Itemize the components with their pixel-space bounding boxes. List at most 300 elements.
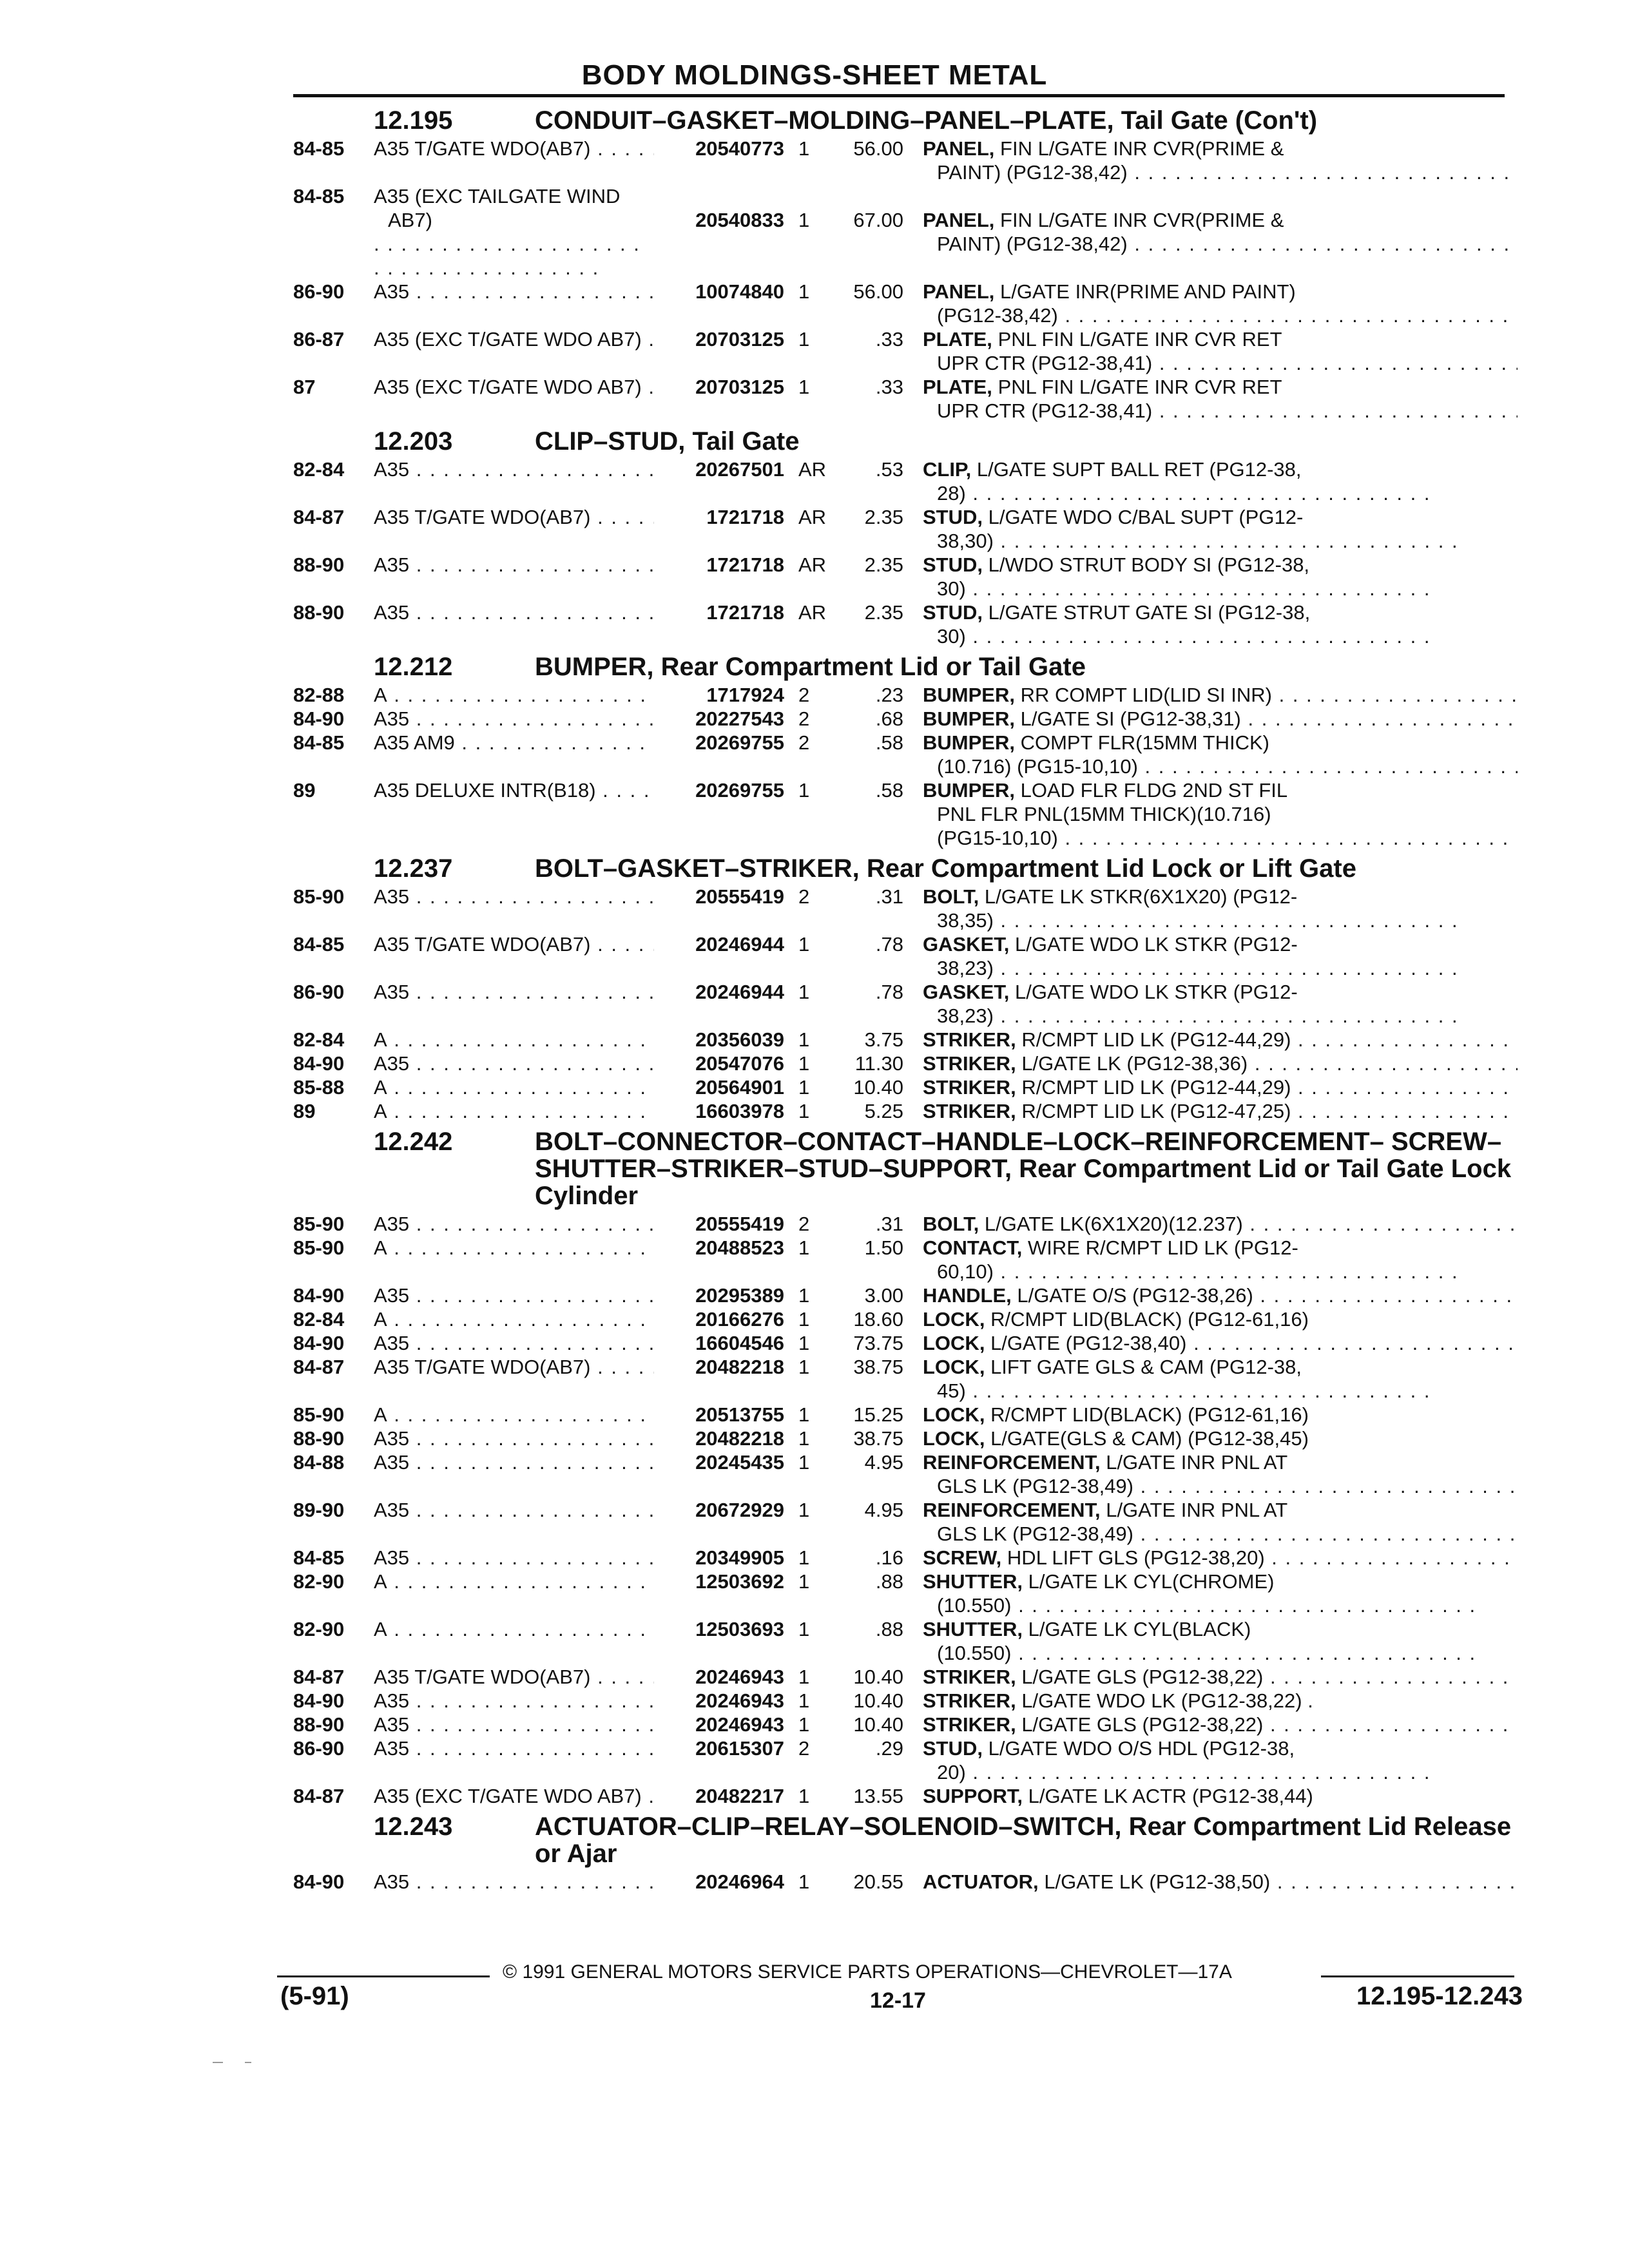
description <box>923 208 1518 256</box>
application-text: A35 <box>374 1499 410 1521</box>
application <box>374 1307 654 1331</box>
description-continuation: UPR CTR (PG12-38,41) . . . <box>923 351 1518 375</box>
part-name: SHUTTER, <box>923 1570 1023 1593</box>
part-number: 20703125 <box>695 328 784 351</box>
part-row <box>293 980 1518 1028</box>
description-continuation: 30) . . . <box>923 624 1518 648</box>
description-continuation: 30) . . . <box>923 577 1518 601</box>
quantity: 1 <box>798 376 810 398</box>
section-heading <box>293 107 1518 134</box>
part-row <box>293 1665 1518 1689</box>
quantity: 1 <box>798 1284 810 1307</box>
price: 67.00 <box>853 209 903 231</box>
description-line <box>923 1236 1518 1260</box>
application <box>374 1870 654 1894</box>
part-detail: L/GATE LK(6X1X20)(12.237) <box>984 1213 1243 1235</box>
price: 38.75 <box>853 1427 903 1450</box>
description <box>923 1028 1518 1052</box>
section-number: 12.212 <box>374 653 453 681</box>
description-line <box>923 778 1518 802</box>
part-detail: PNL FIN L/GATE INR CVR RET <box>998 328 1282 351</box>
description-line <box>923 1784 1518 1808</box>
description-line <box>923 1450 1518 1474</box>
part-number: 20269755 <box>695 731 784 754</box>
application <box>374 184 654 280</box>
part-detail: COMPT FLR(15MM THICK) <box>1020 731 1269 754</box>
description-line <box>923 505 1518 529</box>
application-text: A35 <box>374 458 410 481</box>
description-continuation: (PG15-10,10) . . . <box>923 826 1518 850</box>
quantity: 1 <box>798 1028 810 1051</box>
part-row <box>293 1617 1518 1665</box>
price: 10.40 <box>853 1076 903 1099</box>
description-line <box>923 1689 1518 1713</box>
quantity: 1 <box>798 1785 810 1807</box>
part-number: 20555419 <box>695 1213 784 1235</box>
model-years: 82-90 <box>293 1618 345 1640</box>
part-name: PLATE, <box>923 328 992 351</box>
price: .53 <box>875 458 903 481</box>
quantity: AR <box>798 506 827 528</box>
part-row <box>293 932 1518 980</box>
description <box>923 375 1518 423</box>
part-row <box>293 505 1518 553</box>
application-text: A <box>374 684 387 706</box>
application-text: A35 AM9 <box>374 731 455 754</box>
application-text: A35 <box>374 1689 410 1712</box>
section-number: 12.203 <box>374 427 453 456</box>
application-text: A <box>374 1076 387 1099</box>
part-number: 20513755 <box>695 1403 784 1426</box>
quantity: 1 <box>798 1052 810 1075</box>
part-name: ACTUATOR, <box>923 1870 1039 1893</box>
price: 4.95 <box>864 1499 903 1521</box>
description <box>923 1713 1518 1736</box>
model-years: 89 <box>293 1100 316 1122</box>
description <box>923 1689 1518 1713</box>
model-years: 86-90 <box>293 981 345 1003</box>
description-continuation: 38,30) . . . <box>923 529 1518 553</box>
application <box>374 1283 654 1307</box>
part-detail: R/CMPT LID(BLACK) (PG12-61,16) <box>990 1308 1309 1331</box>
part-detail: FIN L/GATE INR CVR(PRIME & <box>1000 137 1284 160</box>
application <box>374 280 654 303</box>
section-title: BUMPER, Rear Compartment Lid or Tail Gate <box>535 653 1086 681</box>
application-text: A35 <box>374 1052 410 1075</box>
part-detail: FIN L/GATE INR CVR(PRIME & <box>1000 209 1284 231</box>
part-detail: L/GATE (PG12-38,40) <box>990 1332 1187 1354</box>
part-name: PANEL, <box>923 280 995 303</box>
price: 2.35 <box>864 553 903 576</box>
part-row <box>293 1736 1518 1784</box>
part-name: LOCK, <box>923 1427 985 1450</box>
price: .68 <box>875 707 903 730</box>
part-detail: HDL LIFT GLS (PG12-38,20) <box>1007 1546 1265 1569</box>
quantity: 2 <box>798 707 810 730</box>
application <box>374 505 654 529</box>
description-line <box>923 280 1518 303</box>
description <box>923 1283 1518 1307</box>
price: .88 <box>875 1570 903 1593</box>
description-line <box>923 601 1518 624</box>
application <box>374 1236 654 1260</box>
application-text: A35 <box>374 1870 410 1893</box>
description-continuation: (10.716) (PG15-10,10) . . . <box>923 754 1518 778</box>
application-text: A <box>374 1236 387 1259</box>
description-continuation: (10.550) . . . <box>923 1593 1518 1617</box>
price: 2.35 <box>864 601 903 624</box>
footer-section-range: 12.195-12.243 <box>1356 1982 1523 2010</box>
part-number: 20672929 <box>695 1499 784 1521</box>
description <box>923 1099 1518 1123</box>
application <box>374 778 654 802</box>
model-years: 84-85 <box>293 1546 345 1569</box>
description <box>923 505 1518 553</box>
section-heading <box>293 653 1518 680</box>
description-line <box>923 457 1518 481</box>
application <box>374 1075 654 1099</box>
part-name: STRIKER, <box>923 1052 1016 1075</box>
quantity: 1 <box>798 1332 810 1354</box>
part-number: 20356039 <box>695 1028 784 1051</box>
model-years: 84-87 <box>293 1666 345 1688</box>
section-number: 12.195 <box>374 106 453 135</box>
part-detail: R/CMPT LID LK (PG12-47,25) <box>1021 1100 1291 1122</box>
part-detail: L/GATE LK (PG12-38,36) <box>1021 1052 1248 1075</box>
application-text: A35 <box>374 1213 410 1235</box>
section-title: BOLT–GASKET–STRIKER, Rear Compartment Lid Lock or Lift Gate <box>535 854 1356 883</box>
quantity: 1 <box>798 1100 810 1122</box>
description <box>923 778 1518 850</box>
application <box>374 1617 654 1641</box>
price: .23 <box>875 684 903 706</box>
model-years: 82-84 <box>293 1308 345 1331</box>
header-rule <box>293 94 1505 97</box>
description-continuation: (10.550) . . . <box>923 1641 1518 1665</box>
application-line: A35 (EXC TAILGATE WIND <box>374 185 621 207</box>
description <box>923 280 1518 327</box>
part-row <box>293 280 1518 327</box>
part-row <box>293 1450 1518 1498</box>
model-years: 82-84 <box>293 1028 345 1051</box>
part-name: LOCK, <box>923 1308 985 1331</box>
part-number: 20246944 <box>695 933 784 956</box>
part-row <box>293 375 1518 423</box>
model-years: 84-90 <box>293 1284 345 1307</box>
application-text: A35 (EXC T/GATE WDO AB7) <box>374 328 642 351</box>
part-name: BUMPER, <box>923 707 1015 730</box>
part-number: 1717924 <box>706 684 784 706</box>
application <box>374 932 654 956</box>
application <box>374 1028 654 1052</box>
application <box>374 1355 654 1379</box>
description-line <box>923 137 1518 160</box>
part-name: STRIKER, <box>923 1666 1016 1688</box>
description-continuation: PAINT) (PG12-38,42) . . . <box>923 232 1518 256</box>
application-line: AB7) <box>388 209 432 231</box>
description-line <box>923 553 1518 577</box>
part-detail: L/GATE O/S (PG12-38,26) <box>1017 1284 1253 1307</box>
description <box>923 1355 1518 1403</box>
part-number: 20564901 <box>695 1076 784 1099</box>
application-text: A35 (EXC T/GATE WDO AB7) <box>374 1785 642 1807</box>
description-continuation: UPR CTR (PG12-38,41) . . . <box>923 399 1518 423</box>
part-detail: L/GATE WDO O/S HDL (PG12-38, <box>988 1737 1295 1760</box>
description <box>923 553 1518 601</box>
application-text: A35 <box>374 601 410 624</box>
part-number: 20482218 <box>695 1356 784 1378</box>
description-continuation: (PG12-38,42) . . . <box>923 303 1518 327</box>
application-text: A35 T/GATE WDO(AB7) <box>374 1666 591 1688</box>
price: .58 <box>875 731 903 754</box>
model-years: 85-90 <box>293 1403 345 1426</box>
part-name: SHUTTER, <box>923 1618 1023 1640</box>
application <box>374 1713 654 1736</box>
model-years: 88-90 <box>293 601 345 624</box>
part-detail: L/WDO STRUT BODY SI (PG12-38, <box>988 553 1310 576</box>
part-number: 16604546 <box>695 1332 784 1354</box>
application <box>374 1212 654 1236</box>
part-row <box>293 1713 1518 1736</box>
description <box>923 885 1518 932</box>
application-text: A35 <box>374 1427 410 1450</box>
description <box>923 1784 1518 1808</box>
part-name: BUMPER, <box>923 684 1015 706</box>
part-name: PANEL, <box>923 137 995 160</box>
model-years: 82-88 <box>293 684 345 706</box>
part-row <box>293 1403 1518 1427</box>
part-detail: L/GATE STRUT GATE SI (PG12-38, <box>988 601 1311 624</box>
part-detail: L/GATE SUPT BALL RET (PG12-38, <box>976 458 1302 481</box>
application <box>374 1546 654 1570</box>
section-title: ACTUATOR–CLIP–RELAY–SOLENOID–SWITCH, Rear Compartment Lid Release or Ajar <box>535 1812 1512 1868</box>
description-continuation: 45) . . . <box>923 1379 1518 1403</box>
description-line <box>923 1617 1518 1641</box>
part-row <box>293 553 1518 601</box>
quantity: 1 <box>798 1499 810 1521</box>
description <box>923 1236 1518 1283</box>
quantity: 1 <box>798 1236 810 1259</box>
model-years: 85-90 <box>293 885 345 908</box>
description <box>923 1870 1518 1894</box>
application-text: A <box>374 1028 387 1051</box>
part-number: 20482218 <box>695 1427 784 1450</box>
description <box>923 457 1518 505</box>
part-number: 20703125 <box>695 376 784 398</box>
part-name: STRIKER, <box>923 1076 1016 1099</box>
part-name: STUD, <box>923 601 983 624</box>
description <box>923 1546 1518 1570</box>
application <box>374 1498 654 1522</box>
application-text: A35 T/GATE WDO(AB7) <box>374 506 591 528</box>
application-text: A35 T/GATE WDO(AB7) <box>374 1356 591 1378</box>
description <box>923 1331 1518 1355</box>
price: 20.55 <box>853 1870 903 1893</box>
description-line <box>923 731 1518 754</box>
application <box>374 1427 654 1450</box>
part-number: 12503693 <box>695 1618 784 1640</box>
quantity: 1 <box>798 1451 810 1474</box>
model-years: 89-90 <box>293 1499 345 1521</box>
description <box>923 1427 1518 1450</box>
model-years: 86-87 <box>293 328 345 351</box>
application-text: A35 <box>374 981 410 1003</box>
price: .88 <box>875 1618 903 1640</box>
model-years: 84-90 <box>293 1689 345 1712</box>
model-years: 84-87 <box>293 1785 345 1807</box>
part-name: LOCK, <box>923 1403 985 1426</box>
quantity: 1 <box>798 981 810 1003</box>
part-detail: L/GATE(GLS & CAM) (PG12-38,45) <box>990 1427 1309 1450</box>
price: 15.25 <box>853 1403 903 1426</box>
application <box>374 327 654 351</box>
part-detail: RR COMPT LID(LID SI INR) <box>1020 684 1272 706</box>
application-text: A35 <box>374 1713 410 1736</box>
part-name: STRIKER, <box>923 1100 1016 1122</box>
part-name: REINFORCEMENT, <box>923 1499 1101 1521</box>
price: 3.00 <box>864 1284 903 1307</box>
description <box>923 707 1518 731</box>
model-years: 85-90 <box>293 1213 345 1235</box>
description <box>923 1570 1518 1617</box>
part-number: 20246964 <box>695 1870 784 1893</box>
part-detail: LOAD FLR FLDG 2ND ST FIL <box>1020 779 1288 802</box>
application-text: A <box>374 1100 387 1122</box>
application-text: A <box>374 1618 387 1640</box>
price: 1.50 <box>864 1236 903 1259</box>
description-line <box>923 1403 1518 1427</box>
part-detail: L/GATE LK CYL(CHROME) <box>1028 1570 1275 1593</box>
application-text: A35 <box>374 553 410 576</box>
part-number: 1721718 <box>706 553 784 576</box>
quantity: 1 <box>798 137 810 160</box>
part-number: 12503692 <box>695 1570 784 1593</box>
description <box>923 1212 1518 1236</box>
model-years: 84-85 <box>293 933 345 956</box>
part-number: 20246943 <box>695 1689 784 1712</box>
part-detail: PNL FIN L/GATE INR CVR RET <box>998 376 1282 398</box>
part-row <box>293 1427 1518 1450</box>
description <box>923 1617 1518 1665</box>
model-years: 87 <box>293 376 316 398</box>
part-name: BOLT, <box>923 885 979 908</box>
part-name: BUMPER, <box>923 731 1015 754</box>
footer-rule-right <box>1321 1975 1514 1977</box>
quantity: 1 <box>798 1546 810 1569</box>
part-name: STRIKER, <box>923 1713 1016 1736</box>
price: 4.95 <box>864 1451 903 1474</box>
application <box>374 375 654 399</box>
part-number: 20540773 <box>695 137 784 160</box>
part-detail: L/GATE INR(PRIME AND PAINT) <box>1000 280 1296 303</box>
price: .58 <box>875 779 903 802</box>
part-row <box>293 1870 1518 1894</box>
part-number: 20540833 <box>695 209 784 231</box>
scan-mark <box>213 2062 223 2063</box>
quantity: 2 <box>798 885 810 908</box>
part-row <box>293 1546 1518 1570</box>
description-continuation: 38,23) . . . <box>923 956 1518 980</box>
description-line <box>923 375 1518 399</box>
price: 13.55 <box>853 1785 903 1807</box>
application-text: A35 DELUXE INTR(B18) <box>374 779 596 802</box>
model-years: 84-90 <box>293 707 345 730</box>
part-name: STUD, <box>923 1737 983 1760</box>
description-continuation: 20) . . . <box>923 1760 1518 1784</box>
part-name: BOLT, <box>923 1213 979 1235</box>
description-line <box>923 1665 1518 1689</box>
description-line <box>923 1355 1518 1379</box>
part-name: PANEL, <box>923 209 995 231</box>
quantity: 1 <box>798 1870 810 1893</box>
part-name: GASKET, <box>923 981 1010 1003</box>
price: 2.35 <box>864 506 903 528</box>
part-number: 20295389 <box>695 1284 784 1307</box>
part-row <box>293 1028 1518 1052</box>
quantity: 1 <box>798 1689 810 1712</box>
application-text: A35 <box>374 280 410 303</box>
quantity: 1 <box>798 1076 810 1099</box>
part-number: 1721718 <box>706 601 784 624</box>
description-line <box>923 707 1518 731</box>
application <box>374 1331 654 1355</box>
application-text: A35 <box>374 1332 410 1354</box>
part-name: HANDLE, <box>923 1284 1012 1307</box>
quantity: 1 <box>798 1356 810 1378</box>
part-name: CLIP, <box>923 458 972 481</box>
application-text: A35 <box>374 1737 410 1760</box>
quantity: 1 <box>798 209 810 231</box>
part-name: STUD, <box>923 553 983 576</box>
description <box>923 327 1518 375</box>
part-name: GASKET, <box>923 933 1010 956</box>
description-continuation: GLS LK (PG12-38,49) . . . <box>923 1522 1518 1546</box>
price: .31 <box>875 885 903 908</box>
price: 5.25 <box>864 1100 903 1122</box>
price: 73.75 <box>853 1332 903 1354</box>
quantity: 1 <box>798 280 810 303</box>
part-row <box>293 683 1518 707</box>
application <box>374 457 654 481</box>
model-years: 85-88 <box>293 1076 345 1099</box>
part-detail: R/CMPT LID LK (PG12-44,29) <box>1021 1076 1291 1099</box>
part-name: CONTACT, <box>923 1236 1023 1259</box>
description <box>923 1052 1518 1075</box>
description-line <box>923 885 1518 908</box>
application-text: A35 T/GATE WDO(AB7) <box>374 933 591 956</box>
description-continuation: GLS LK (PG12-38,49) . . . <box>923 1474 1518 1498</box>
description-line <box>923 208 1518 232</box>
application-text: A <box>374 1570 387 1593</box>
quantity: 2 <box>798 1737 810 1760</box>
part-name: LOCK, <box>923 1332 985 1354</box>
part-number: 20246944 <box>695 981 784 1003</box>
application <box>374 553 654 577</box>
footer-page-number: 12-17 <box>870 1988 926 2013</box>
part-number: 20482217 <box>695 1785 784 1807</box>
description <box>923 1307 1518 1331</box>
section-heading <box>293 1813 1518 1867</box>
model-years: 86-90 <box>293 1737 345 1760</box>
application <box>374 1665 654 1689</box>
model-years: 84-88 <box>293 1451 345 1474</box>
part-number: 20166276 <box>695 1308 784 1331</box>
part-detail: L/GATE LK STKR(6X1X20) (PG12- <box>984 885 1298 908</box>
part-row <box>293 1212 1518 1236</box>
section-heading <box>293 428 1518 455</box>
section-title: BOLT–CONNECTOR–CONTACT–HANDLE–LOCK–REINFORCEMENT– SCREW–SHUTTER–STRIKER–STUD–SUPPORT, Rear Compartment Lid or Tail Gate Lock Cylinder <box>535 1128 1512 1210</box>
quantity: 1 <box>798 1618 810 1640</box>
